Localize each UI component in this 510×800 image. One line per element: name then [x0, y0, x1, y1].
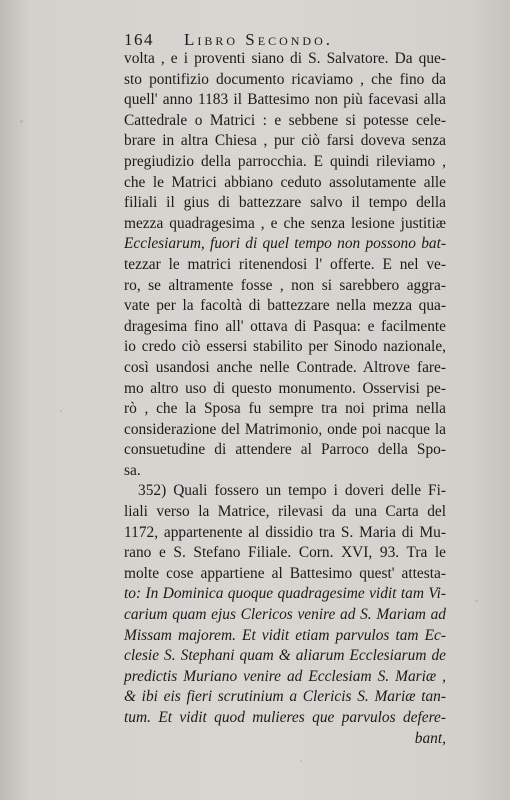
text-line: Missam majorem. Et vidit etiam parvulos tam Ec-	[124, 626, 446, 644]
paper-speck	[475, 600, 478, 602]
text-line: rano e S. Stefano Filiale. Corn. XVI, 93. Tra le	[124, 544, 446, 562]
text-line: molte cose appartiene al Battesimo quest' attesta-	[124, 564, 446, 582]
paper-speck	[20, 120, 23, 123]
paper-speck	[300, 760, 302, 762]
page-number: 164	[124, 30, 154, 49]
text-line: predictis Muriano venire ad Ecclesiam S. Mariæ ,	[124, 667, 446, 685]
text-line: così usandosi anche nelle Contrade. Altrove fare-	[124, 358, 446, 376]
paragraph-start-line: 352) Quali fossero un tempo i doveri delle Fi-	[138, 482, 446, 500]
text-line: vate per la facoltà di battezzare nella mezza qua-	[124, 297, 446, 315]
text-line: carium quam ejus Clericos venire ad S. Mariam ad	[124, 606, 446, 624]
text-line: dragesima fino all' ottava di Pasqua: e facilmente	[124, 317, 446, 335]
running-title: Libro Secondo.	[184, 30, 334, 49]
body-text	[124, 49, 446, 749]
text-line: liali verso la Matrice, rilevasi da una Carta del	[124, 503, 446, 521]
text-line: rò , che la Sposa fu sempre tra noi prima nella	[124, 400, 446, 418]
text-line: Ecclesiarum, fuori di quel tempo non possono bat-	[124, 235, 446, 253]
text-line: bant,	[414, 729, 446, 747]
text-line: brare in altra Chiesa , pur ciò farsi doveva senza	[124, 132, 446, 150]
text-line: tum. Et vidit quod mulieres que parvulos defere-	[124, 709, 446, 726]
text-line: che le Matrici abbiano ceduto assolutamente alle	[124, 173, 446, 191]
paper-speck	[60, 410, 62, 412]
text-line: mo altro uso di questo monumento. Osservisi pe-	[124, 379, 446, 397]
text-line: Cattedrale o Matrici : e sebbene si potesse cele-	[124, 111, 446, 129]
text-line: volta , e i proventi siano di S. Salvatore. Da que-	[124, 50, 446, 67]
text-line: considerazione del Matrimonio, onde poi nacque la	[124, 420, 446, 438]
text-line: tezzar le matrici ritenendosi l' offerte. E nel ve-	[124, 255, 446, 273]
text-line: to: In Dominica quoque quadragesime vidit tam Vi-	[124, 585, 446, 603]
text-line: & ibi eis fieri scrutinium a Clericis S. Mariæ tan-	[124, 688, 446, 706]
text-line: io credo ciò essersi stabilito per Sinodo nazionale,	[124, 338, 446, 356]
text-line: pregiudizio della parrocchia. E quindi rileviamo ,	[124, 152, 446, 170]
text-line: quell' anno 1183 il Battesimo non più facevasi alla	[124, 91, 446, 109]
text-line: 1172, appartenente al dissidio tra S. Maria di Mu-	[124, 523, 446, 541]
text-line: sto pontifizio documento ricaviamo , che fino da	[124, 70, 446, 88]
text-line: mezza quadragesima , e che senza lesione justitiæ	[124, 214, 446, 232]
text-line: filiali il gius di battezzare salvo il tempo della	[124, 194, 446, 212]
text-line: clesie S. Stephani quam & aliarum Ecclesiarum de	[124, 647, 446, 665]
text-line: consuetudine di attendere al Parroco della Spo-	[124, 441, 446, 459]
text-line: ro, se altramente fosse , non si sarebbero aggra-	[124, 276, 446, 294]
text-line: sa.	[124, 461, 141, 479]
